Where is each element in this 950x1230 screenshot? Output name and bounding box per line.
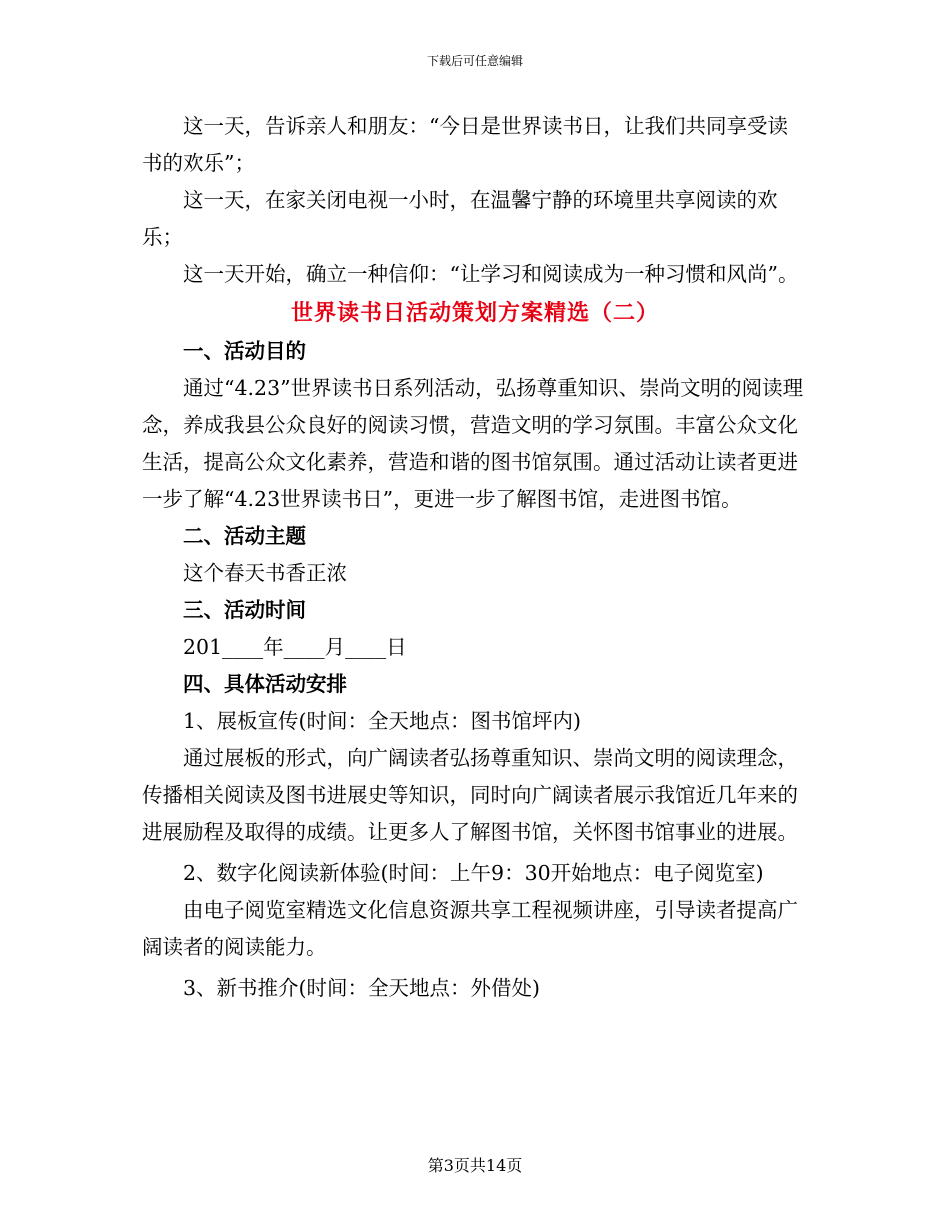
intro-paragraph-2: 这一天，在家关闭电视一小时，在温馨宁静的环境里共享阅读的欢乐； xyxy=(142,188,778,249)
schedule-item-2-title: 2、数字化阅读新体验(时间：上午9：30开始地点：电子阅览室) xyxy=(183,861,764,885)
schedule-item-1-body: 通过展板的形式，向广阔读者弘扬尊重知识、崇尚文明的阅读理念，传播相关阅读及图书进展史等知识，同时向广阔读者展示我馆近几年来的进展励程及取得的成绩。让更多人了解图书馆，关怀图书馆事业的进展。 xyxy=(142,746,798,844)
page-footer-number: 第3页共14页 xyxy=(427,1156,523,1175)
intro-paragraph-1: 这一天，告诉亲人和朋友：“今日是世界读书日，让我们共同享受读书的欢乐”； xyxy=(142,114,788,175)
page-header-note: 下载后可任意编辑 xyxy=(426,54,523,68)
intro-paragraph-3: 这一天开始，确立一种信仰：“让学习和阅读成为一种习惯和风尚”。 xyxy=(183,262,799,286)
section-title: 世界读书日活动策划方案精选（二） xyxy=(290,300,659,326)
schedule-item-1-title: 1、展板宣传(时间：全天地点：图书馆坪内) xyxy=(183,709,582,733)
heading-time: 三、活动时间 xyxy=(183,598,306,622)
heading-schedule: 四、具体活动安排 xyxy=(183,672,347,696)
theme-body: 这个春天书香正浓 xyxy=(183,561,347,585)
heading-theme: 二、活动主题 xyxy=(183,524,306,548)
schedule-item-2-body: 由电子阅览室精选文化信息资源共享工程视频讲座，引导读者提高广阔读者的阅读能力。 xyxy=(142,898,798,959)
heading-purpose: 一、活动目的 xyxy=(183,339,306,363)
purpose-body: 通过“4.23”世界读书日系列活动，弘扬尊重知识、崇尚文明的阅读理念，养成我县公众良好的阅读习惯，营造文明的学习氛围。丰富公众文化生活，提高公众文化素养，营造和谐的图书馆氛围。通过活动让读者更进一步了解“4.23世界读书日”，更进一步了解图书馆，走进图书馆。 xyxy=(142,376,804,511)
schedule-item-3-title: 3、新书推介(时间：全天地点：外借处) xyxy=(183,976,541,1000)
time-body: 201____年____月____日 xyxy=(183,635,407,659)
document-body xyxy=(142,108,808,1007)
